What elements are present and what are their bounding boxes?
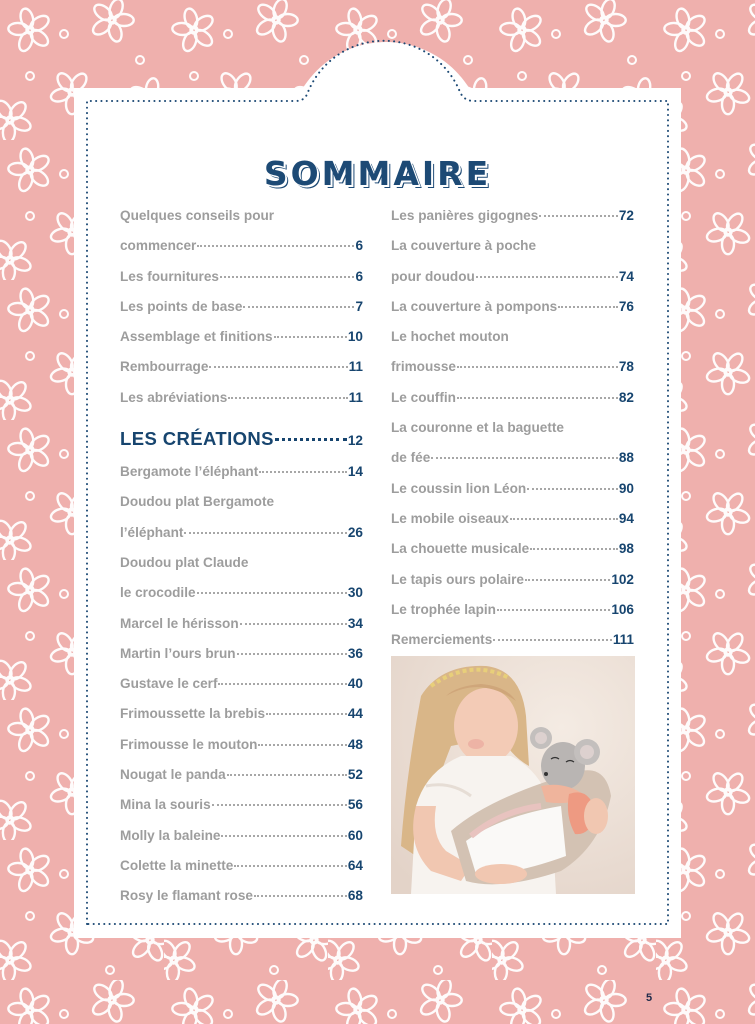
toc-entry-line — [391, 262, 634, 292]
toc-entry[interactable] — [120, 790, 363, 820]
dot-leader — [243, 306, 354, 308]
toc-page-number: 48 — [347, 736, 363, 752]
toc-page-number: 102 — [611, 571, 634, 587]
dot-leader — [275, 438, 347, 441]
toc-entry[interactable] — [120, 699, 363, 729]
toc-entry[interactable] — [391, 474, 634, 504]
toc-entry[interactable] — [120, 292, 363, 322]
dot-leader — [234, 865, 347, 867]
toc-entry[interactable] — [391, 504, 634, 534]
dot-leader — [259, 471, 347, 473]
toc-entry-title: le crocodile — [120, 585, 196, 601]
toc-entry-title: l’éléphant — [120, 524, 184, 540]
dot-leader — [510, 518, 618, 520]
toc-entry-title: commencer — [120, 238, 197, 254]
dot-leader — [237, 653, 347, 655]
toc-page-number: 90 — [618, 480, 634, 496]
toc-page-number: 98 — [618, 541, 634, 557]
toc-page-number: 30 — [347, 585, 363, 601]
toc-entry-line — [120, 730, 363, 760]
toc-entry-title: La couverture à poche — [391, 238, 537, 254]
toc-page-number: 76 — [618, 298, 634, 314]
toc-entry-title: Nougat le panda — [120, 767, 226, 783]
toc-entry-title: Le hochet mouton — [391, 329, 509, 345]
toc-entry-line — [120, 790, 363, 820]
toc-page-number: 68 — [347, 888, 363, 904]
dot-leader — [220, 276, 354, 278]
toc-entry-line — [120, 457, 363, 487]
toc-page-number: 106 — [611, 601, 634, 617]
toc-entry-title: Le mobile oiseaux — [391, 510, 509, 526]
dot-leader — [221, 835, 346, 837]
toc-entry-title: Les points de base — [120, 298, 243, 314]
toc-entry-line — [120, 201, 363, 231]
toc-section-les-creations[interactable] — [120, 425, 363, 455]
toc-entry-line — [120, 548, 363, 578]
toc-entry-line — [391, 443, 634, 473]
toc-entry-title: Marcel le hérisson — [120, 615, 239, 631]
toc-entry-title: frimousse — [391, 359, 456, 375]
toc-entry[interactable] — [120, 548, 363, 609]
toc-entry-line — [120, 322, 363, 352]
toc-entry-title: Doudou plat Claude — [120, 554, 249, 570]
photo-illustration — [391, 656, 635, 894]
toc-entry-title: Le coussin lion Léon — [391, 480, 527, 496]
toc-page-number: 74 — [618, 268, 634, 284]
dot-leader — [197, 245, 354, 247]
toc-entry-line — [120, 821, 363, 851]
toc-entry-line — [120, 578, 363, 608]
toc-entry-title: Les fournitures — [120, 268, 219, 284]
toc-entry-line — [391, 474, 634, 504]
dot-leader — [274, 336, 347, 338]
toc-page-number: 78 — [618, 359, 634, 375]
toc-entry-title: Assemblage et finitions — [120, 329, 273, 345]
toc-entry-line — [391, 413, 634, 443]
toc-page-number: 40 — [347, 676, 363, 692]
toc-entry-line — [391, 595, 634, 625]
dot-leader — [527, 488, 618, 490]
toc-entry[interactable] — [120, 383, 363, 413]
toc-right-column — [391, 201, 634, 655]
toc-left-column — [120, 201, 363, 912]
toc-page-number: 36 — [347, 645, 363, 661]
dot-leader — [530, 548, 618, 550]
toc-entry-line — [120, 639, 363, 669]
dot-leader — [218, 683, 346, 685]
toc-entry[interactable] — [391, 413, 634, 474]
toc-entry-title: Molly la baleine — [120, 827, 221, 843]
toc-entry-line — [391, 504, 634, 534]
toc-entry-line — [120, 292, 363, 322]
toc-entry-line — [391, 201, 634, 231]
toc-entry-title: La couverture à pompons — [391, 298, 558, 314]
dot-leader — [240, 623, 347, 625]
dot-leader — [266, 713, 347, 715]
toc-entry[interactable] — [120, 201, 363, 262]
toc-entry-title: Rembourrage — [120, 359, 209, 375]
toc-entry[interactable] — [120, 881, 363, 911]
toc-entry[interactable] — [120, 730, 363, 760]
toc-entry-title: Frimousse le mouton — [120, 736, 258, 752]
toc-entry-line — [391, 383, 634, 413]
toc-entry-title: Le couffin — [391, 389, 456, 405]
toc-page-number: 14 — [347, 464, 363, 480]
toc-entry[interactable] — [391, 292, 634, 322]
toc-entry-line — [120, 669, 363, 699]
toc-entry[interactable] — [391, 534, 634, 564]
toc-entry[interactable] — [391, 322, 634, 383]
toc-entry[interactable] — [391, 201, 634, 231]
dot-leader — [227, 774, 347, 776]
toc-entry-title: Rosy le flamant rose — [120, 888, 253, 904]
dot-leader — [457, 366, 618, 368]
section-page-number: 12 — [347, 433, 363, 449]
toc-entry-line — [391, 231, 634, 261]
toc-entry-title: Gustave le cerf — [120, 676, 218, 692]
dot-leader — [197, 592, 347, 594]
toc-entry-title: Martin l’ours brun — [120, 645, 236, 661]
toc-page-number: 82 — [618, 389, 634, 405]
toc-entry-line — [391, 292, 634, 322]
toc-entry-title: Remerciements — [391, 632, 493, 648]
toc-entry-line — [391, 352, 634, 382]
toc-entry-line — [120, 881, 363, 911]
toc-entry-title: Doudou plat Bergamote — [120, 494, 275, 510]
toc-page-number: 64 — [347, 857, 363, 873]
toc-entry-line — [120, 851, 363, 881]
dot-leader — [228, 397, 347, 399]
toc-page-number: 88 — [618, 450, 634, 466]
toc-entry-title: Colette la minette — [120, 857, 234, 873]
toc-entry-line — [391, 534, 634, 564]
toc-page-number: 60 — [347, 827, 363, 843]
toc-entry-line — [391, 625, 634, 655]
toc-entry-title: Les panières gigognes — [391, 208, 539, 223]
toc-page-number: 72 — [618, 208, 634, 223]
toc-page-number: 26 — [347, 524, 363, 540]
toc-entry-line — [391, 565, 634, 595]
toc-entry[interactable] — [120, 821, 363, 851]
toc-right-list — [391, 201, 634, 655]
toc-page-number: 6 — [355, 238, 363, 254]
toc-entry[interactable] — [391, 383, 634, 413]
dot-leader — [212, 804, 347, 806]
dot-leader — [497, 609, 610, 611]
toc-entry-title: Le tapis ours polaire — [391, 571, 524, 587]
toc-entry-line — [120, 352, 363, 382]
toc-page-number: 34 — [347, 615, 363, 631]
toc-entry-line — [120, 518, 363, 548]
toc-entry-title: de fée — [391, 450, 431, 466]
toc-page-number: 52 — [347, 767, 363, 783]
toc-entry-title: Quelques conseils pour — [120, 208, 275, 223]
toc-entry-line — [120, 231, 363, 261]
toc-entry[interactable] — [120, 669, 363, 699]
toc-entry-line — [120, 699, 363, 729]
toc-entry-title: Mina la souris — [120, 797, 211, 813]
toc-entry[interactable] — [120, 851, 363, 881]
toc-entry[interactable] — [120, 457, 363, 487]
dot-leader — [457, 397, 618, 399]
toc-entry-title: Frimoussette la brebis — [120, 706, 266, 722]
page-title: SOMMAIRE — [263, 154, 492, 194]
toc-entry-line — [120, 383, 363, 413]
dot-leader — [431, 457, 618, 459]
toc-entry[interactable] — [120, 639, 363, 669]
toc-entry-line — [120, 760, 363, 790]
toc-creations-list — [120, 457, 363, 911]
dot-leader — [258, 744, 346, 746]
toc-page-number: 6 — [355, 268, 363, 284]
toc-entry-title: pour doudou — [391, 268, 475, 284]
toc-page-number: 94 — [618, 510, 634, 526]
toc-entry[interactable] — [120, 760, 363, 790]
dot-leader — [209, 366, 347, 368]
toc-entry-line — [391, 322, 634, 352]
toc-entry-title: La couronne et la baguette — [391, 420, 564, 436]
toc-page-number: 44 — [347, 706, 363, 722]
section-label: LES CRÉATIONS — [120, 428, 274, 450]
toc-entry[interactable] — [120, 322, 363, 352]
toc-entry-title: Bergamote l’éléphant — [120, 464, 259, 480]
toc-page-number: 7 — [355, 298, 363, 314]
toc-entry-title: Les abréviations — [120, 389, 228, 405]
dot-leader — [254, 895, 347, 897]
toc-entry-line — [120, 487, 363, 517]
toc-entry[interactable] — [391, 231, 634, 292]
photo-girl-with-crochet-mouse — [391, 656, 635, 894]
page-number: 5 — [646, 992, 653, 1004]
toc-entry[interactable] — [391, 625, 634, 655]
dot-leader — [539, 215, 618, 217]
toc-entry[interactable] — [120, 262, 363, 292]
toc-intro-list — [120, 201, 363, 413]
toc-page-number: 10 — [347, 329, 363, 345]
dot-leader — [525, 579, 610, 581]
toc-page-number: 11 — [348, 389, 363, 405]
toc-entry[interactable] — [391, 595, 634, 625]
dot-leader — [493, 639, 612, 641]
toc-entry-line — [120, 262, 363, 292]
toc-entry-line — [120, 609, 363, 639]
toc-page-number: 56 — [347, 797, 363, 813]
toc-page-number: 111 — [612, 632, 634, 648]
toc-entry-title: Le trophée lapin — [391, 601, 496, 617]
toc-entry[interactable] — [391, 565, 634, 595]
dot-leader — [558, 306, 618, 308]
toc-entry-title: La chouette musicale — [391, 541, 530, 557]
dot-leader — [476, 276, 618, 278]
toc-entry[interactable] — [120, 487, 363, 548]
toc-entry[interactable] — [120, 352, 363, 382]
dot-leader — [184, 532, 346, 534]
toc-page-number: 11 — [348, 359, 363, 375]
toc-entry[interactable] — [120, 609, 363, 639]
